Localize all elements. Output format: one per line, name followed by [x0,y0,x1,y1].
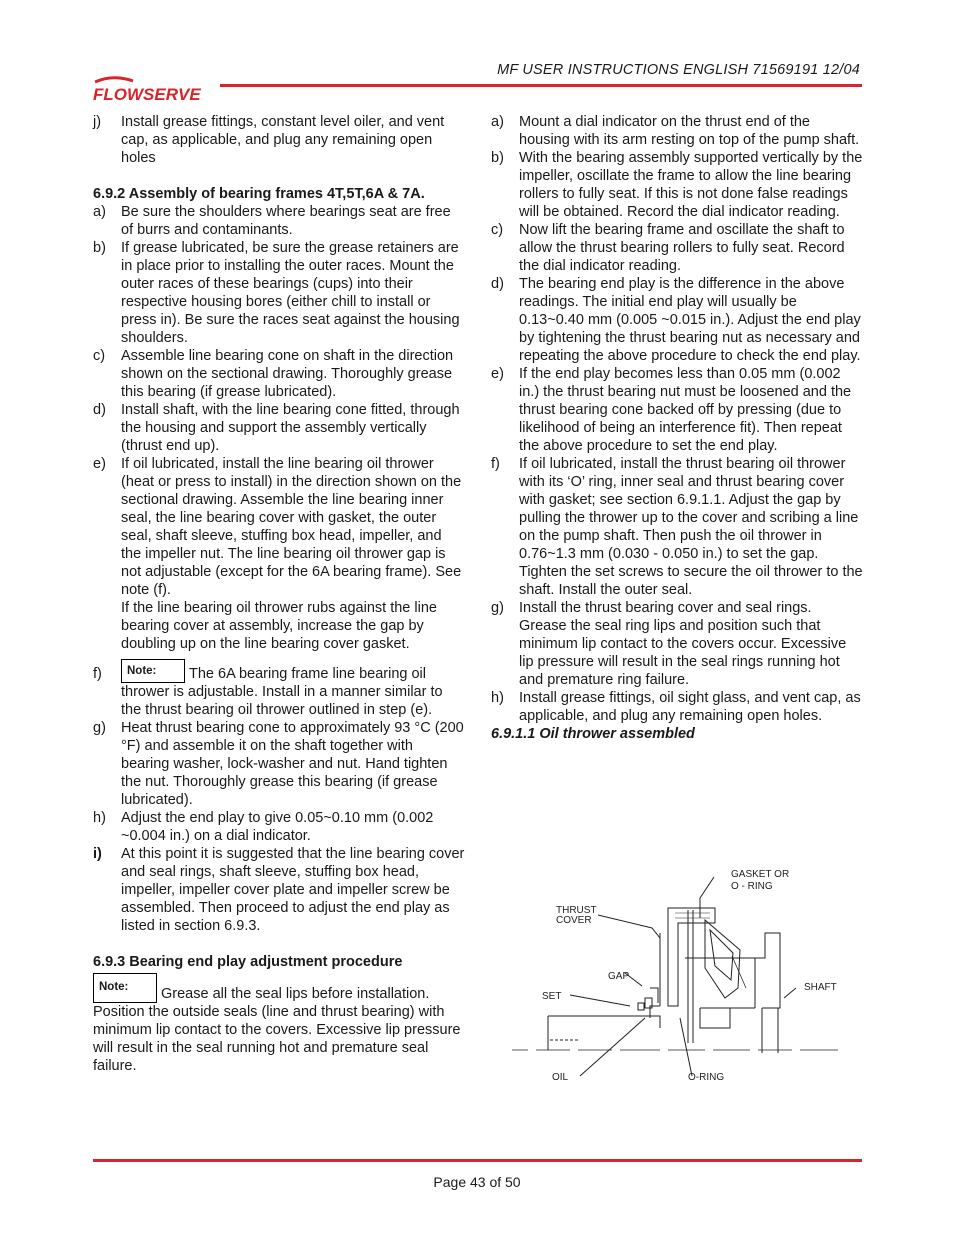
list-item [93,455,465,653]
note-text: Grease all the seal lips before installation. Position the outside seals (line and thrust bearing) with minimum lip contact to the covers. Excessive lip pressure will result in the seal running hot and premature seal failure. [93,986,461,1074]
list-item-continuation: If the line bearing oil thrower rubs against the line bearing cover at assembly, increase the gap by doubling up on the line bearing cover gasket. [121,600,437,652]
list-item [93,719,465,809]
list-item [491,599,863,689]
left-column [93,113,465,1075]
list-item [491,365,863,455]
list-item [491,689,863,725]
list-marker: f) [93,666,102,682]
diagram-label-thrust: THRUST [556,905,597,916]
right-column [491,113,863,743]
list-marker: i) [93,846,102,862]
list-marker: d) [491,276,504,292]
note-label: Note: [121,659,185,683]
diagram-label-shaft: SHAFT [804,982,837,993]
list-item [93,401,465,455]
diagram-label-gasket: GASKET OR [731,869,790,880]
list-item [93,113,465,167]
svg-text:FLOWSERVE: FLOWSERVE [93,85,201,104]
list-marker: j) [93,114,102,130]
list-item [93,239,465,347]
list-item-text: Install grease fittings, constant level oiler, and vent cap, as applicable, and plug any remaining open holes [121,114,445,166]
figure-subheading: 6.9.1.1 Oil thrower assembled [491,726,695,742]
list-item-text: If the end play becomes less than 0.05 mm (0.002 in.) the thrust bearing nut must be loosened and the thrust bearing cone backed off by pressing (due to likelihood of being an interference fit). Then repeat the above procedure to set the end play. [519,366,852,454]
oil-thrower-diagram [500,858,860,1098]
section-heading-692: 6.9.2 Assembly of bearing frames 4T,5T,6A & 7A. [93,186,425,202]
list-marker: c) [491,222,504,238]
list-item [491,275,863,365]
list-item-text: Adjust the end play to give 0.05~0.10 mm (0.002 ~0.004 in.) on a dial indicator. [121,810,434,844]
list-marker: c) [93,348,106,364]
list-marker: a) [491,114,504,130]
list-item-text: Install the thrust bearing cover and seal rings. Grease the seal ring lips and position such that minimum lip contact to the covers occur. Excessive lip pressure will result in the seal rings running hot and premature ring failure. [519,600,847,688]
list-item [93,845,465,935]
list-item-text: With the bearing assembly supported vertically by the impeller, oscillate the frame to allow the line bearing rollers to fully seat. If this is not done false readings will be obtained. Record the dial indicator reading. [519,150,863,220]
list-item-text: If oil lubricated, install the line bearing oil thrower (heat or press to install) in the direction shown on the sectional drawing. Assemble the line bearing inner seal, the line bearing cover with gasket, the outer seal, shaft sleeve, stuffing box head, impeller, and the impeller nut. The line bearing oil thrower gap is not adjustable (except for the 6A bearing frame). See note (f). [121,456,462,598]
diagram-label-oring-alt: O - RING [731,881,773,892]
list-item-text: Now lift the bearing frame and oscillate the shaft to allow the thrust bearing rollers to fully seat. Record the dial indicator reading. [519,222,845,274]
list-marker: a) [93,204,106,220]
list-item [491,221,863,275]
list-item-text: Mount a dial indicator on the thrust end of the housing with its arm resting on top of the pump shaft. [519,114,860,148]
section-heading-693: 6.9.3 Bearing end play adjustment procedure [93,954,403,970]
list-item-text: Be sure the shoulders where bearings seat are free of burrs and contaminants. [121,204,451,238]
list-item-text: If grease lubricated, be sure the grease retainers are in place prior to installing the outer races. Mount the outer races of these bearings (cups) into their respective housing bores (either chill to install or press in). Be sure the races seat against the housing shoulders. [121,240,460,346]
list-item-text: At this point it is suggested that the line bearing cover and seal rings, shaft sleeve, stuffing box head, impeller, impeller cover plate and impeller screw be assembled. Then proceed to adjust the end play as listed in section 6.9.3. [121,846,465,934]
list-marker: e) [93,456,106,472]
document-header-title: MF USER INSTRUCTIONS ENGLISH 71569191 12/04 [497,62,860,78]
list-marker: h) [93,810,106,826]
list-marker: f) [491,456,500,472]
diagram-label-cover: COVER [556,915,592,926]
list-item [491,455,863,599]
note-item-f [93,659,465,719]
footer-rule [93,1159,862,1162]
page-number: Page 43 of 50 [433,1174,521,1190]
note-text: The 6A bearing frame line bearing oil thrower is adjustable. Install in a manner similar to the thrust bearing oil thrower outlined in step (e). [121,666,443,718]
list-marker: h) [491,690,504,706]
diagram-label-oil: OIL [552,1072,569,1083]
list-item [491,113,863,149]
note-label: Note: [93,973,157,1003]
list-marker: b) [93,240,106,256]
flowserve-logo [93,76,211,106]
list-marker: g) [491,600,504,616]
list-marker: d) [93,402,106,418]
list-item [491,149,863,221]
list-marker: e) [491,366,504,382]
list-item [93,809,465,845]
list-item-text: The bearing end play is the difference in the above readings. The initial end play will usually be 0.13~0.40 mm (0.005 ~0.015 in.). Adjust the end play by tightening the thrust bearing nut as necessary and repeating the above procedure to check the end play. [519,276,861,364]
diagram-label-set: SET [542,991,562,1002]
list-item-text: Assemble line bearing cone on shaft in the direction shown on the sectional drawing. Thoroughly grease this bearing (if grease lubricated). [121,348,454,400]
list-item-text: Install grease fittings, oil sight glass, and vent cap, as applicable, and plug any remaining open holes. [519,690,861,724]
list-item-text: If oil lubricated, install the thrust bearing oil thrower with its ‘O’ ring, inner seal and thrust bearing cover with gasket; see section 6.9.1.1. Adjust the gap by pulling the thrower up to the cover and scribing a line on the pump shaft. Then push the oil thrower in 0.76~1.3 mm (0.030 - 0.050 in.) to set the gap. Tighten the set screws to secure the oil thrower to the shaft. Install the outer seal. [519,456,863,598]
list-marker: g) [93,720,106,736]
list-marker: b) [491,150,504,166]
diagram-label-oring: O-RING [688,1072,725,1083]
list-item-text: Heat thrust bearing cone to approximately 93 °C (200 °F) and assemble it on the shaft together with bearing washer, lock-washer and nut. Hand tighten the nut. Thoroughly grease this bearing (if grease lubricated). [121,720,464,808]
header-rule [220,84,862,87]
note-693 [93,973,465,1075]
diagram-label-gap: GAP [608,971,630,982]
list-item [93,203,465,239]
list-item [93,347,465,401]
list-item-text: Install shaft, with the line bearing cone fitted, through the housing and support the assembly vertically (thrust end up). [121,402,460,454]
